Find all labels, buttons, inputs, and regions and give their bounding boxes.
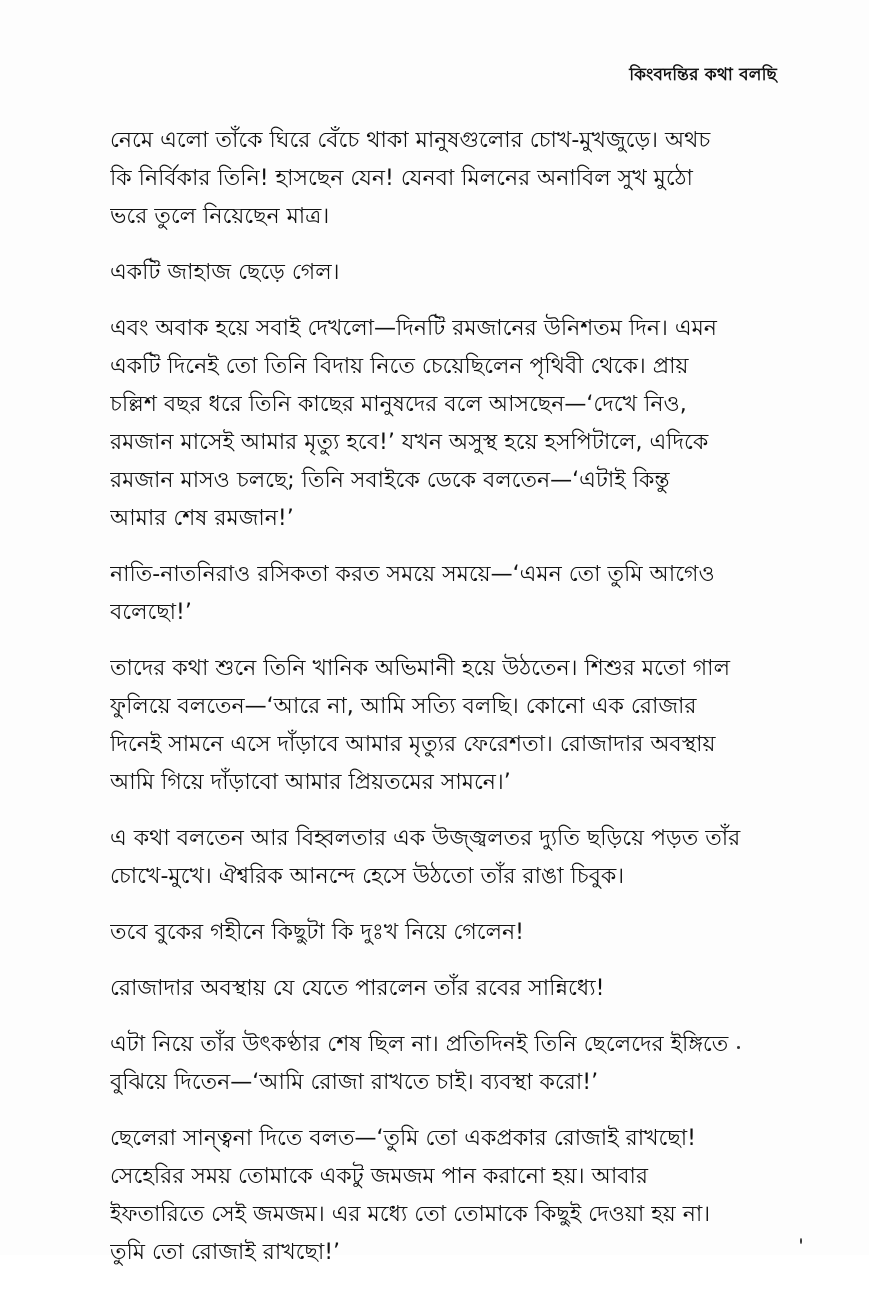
text-line: একটি দিনেই তো তিনি বিদায় নিতে চেয়েছিলেন পৃথিবী থেকে। প্রায় (110, 354, 689, 379)
paragraph (110, 254, 765, 292)
text-line: রমজান মাসেই আমার মৃত্যু হবে!’ যখন অসুস্থ হয়ে হসপিটালে, এদিকে (110, 430, 709, 455)
page-body (110, 122, 765, 1290)
text-line: তাদের কথা শুনে তিনি খানিক অভিমানী হয়ে উঠতেন। শিশুর মতো গাল (110, 656, 730, 681)
text-line: সেহেরির সময় তোমাকে একটু জমজম পান করানো হয়। আবার (110, 1164, 648, 1189)
paragraph (110, 970, 765, 1008)
scan-speck (737, 1046, 740, 1049)
text-line: ছেলেরা সান্ত্বনা দিতে বলত—‘তুমি তো একপ্রকার রোজাই রাখছো! (110, 1126, 696, 1151)
text-line: রমজান মাসও চলছে; তিনি সবাইকে ডেকে বলতেন—‘এটাই কিন্তু (110, 468, 670, 493)
text-line: বলেছো!’ (110, 600, 192, 625)
text-line: ভরে তুলে নিয়েছেন মাত্র। (110, 204, 330, 229)
paragraph (110, 1120, 765, 1272)
text-line: ফুলিয়ে বলতেন—‘আরে না, আমি সত্যি বলছি। কোনো এক রোজার (110, 694, 697, 719)
text-line: আমার শেষ রমজান!’ (110, 506, 294, 531)
paragraph (110, 820, 765, 896)
text-line: নাতি-নাতনিরাও রসিকতা করত সময়ে সময়ে—‘এমন তো তুমি আগেও (110, 562, 715, 587)
paragraph (110, 650, 765, 802)
text-line: বুঝিয়ে দিতেন—‘আমি রোজা রাখতে চাই। ব্যবস্থা করো!’ (110, 1070, 599, 1095)
text-line: তুমি তো রোজাই রাখছো!’ (110, 1240, 341, 1265)
text-line: রোজাদার অবস্থায় যে যেতে পারলেন তাঁর রবের সান্নিধ্যে! (110, 976, 605, 1001)
paragraph (110, 310, 765, 538)
scan-speck (800, 1238, 802, 1244)
text-line: চল্লিশ বছর ধরে তিনি কাছের মানুষদের বলে আসছেন—‘দেখে নিও, (110, 392, 687, 417)
paragraph (110, 914, 765, 952)
text-line: একটি জাহাজ ছেড়ে গেল। (110, 260, 340, 285)
running-title: কিংবদন্তির কথা বলছি (629, 65, 777, 85)
text-line: এবং অবাক হয়ে সবাই দেখলো—দিনটি রমজানের উনিশতম দিন। এমন (110, 316, 717, 341)
text-line: আমি গিয়ে দাঁড়াবো আমার প্রিয়তমের সামনে।’ (110, 770, 511, 795)
text-line: কি নির্বিকার তিনি! হাসছেন যেন! যেনবা মিলনের অনাবিল সুখ মুঠো (110, 166, 693, 191)
paragraph (110, 1026, 765, 1102)
text-line: এ কথা বলতেন আর বিহ্বলতার এক উজ্জ্বলতর দ্যুতি ছড়িয়ে পড়ত তাঁর (110, 826, 741, 851)
text-line: এটা নিয়ে তাঁর উৎকণ্ঠার শেষ ছিল না। প্রতিদিনই তিনি ছেলেদের ইঙ্গিতে (110, 1032, 729, 1057)
text-line: চোখে-মুখে। ঐশ্বরিক আনন্দে হেসে উঠতো তাঁর রাঙা চিবুক। (110, 864, 625, 889)
text-line: ইফতারিতে সেই জমজম। এর মধ্যে তো তোমাকে কিছুই দেওয়া হয় না। (110, 1202, 711, 1227)
paragraph (110, 556, 765, 632)
text-line: তবে বুকের গহীনে কিছুটা কি দুঃখ নিয়ে গেলেন! (110, 920, 524, 945)
paragraph (110, 122, 765, 236)
text-line: নেমে এলো তাঁকে ঘিরে বেঁচে থাকা মানুষগুলোর চোখ-মুখজুড়ে। অথচ (110, 128, 711, 153)
text-line: দিনেই সামনে এসে দাঁড়াবে আমার মৃত্যুর ফেরেশতা। রোজাদার অবস্থায় (110, 732, 716, 757)
